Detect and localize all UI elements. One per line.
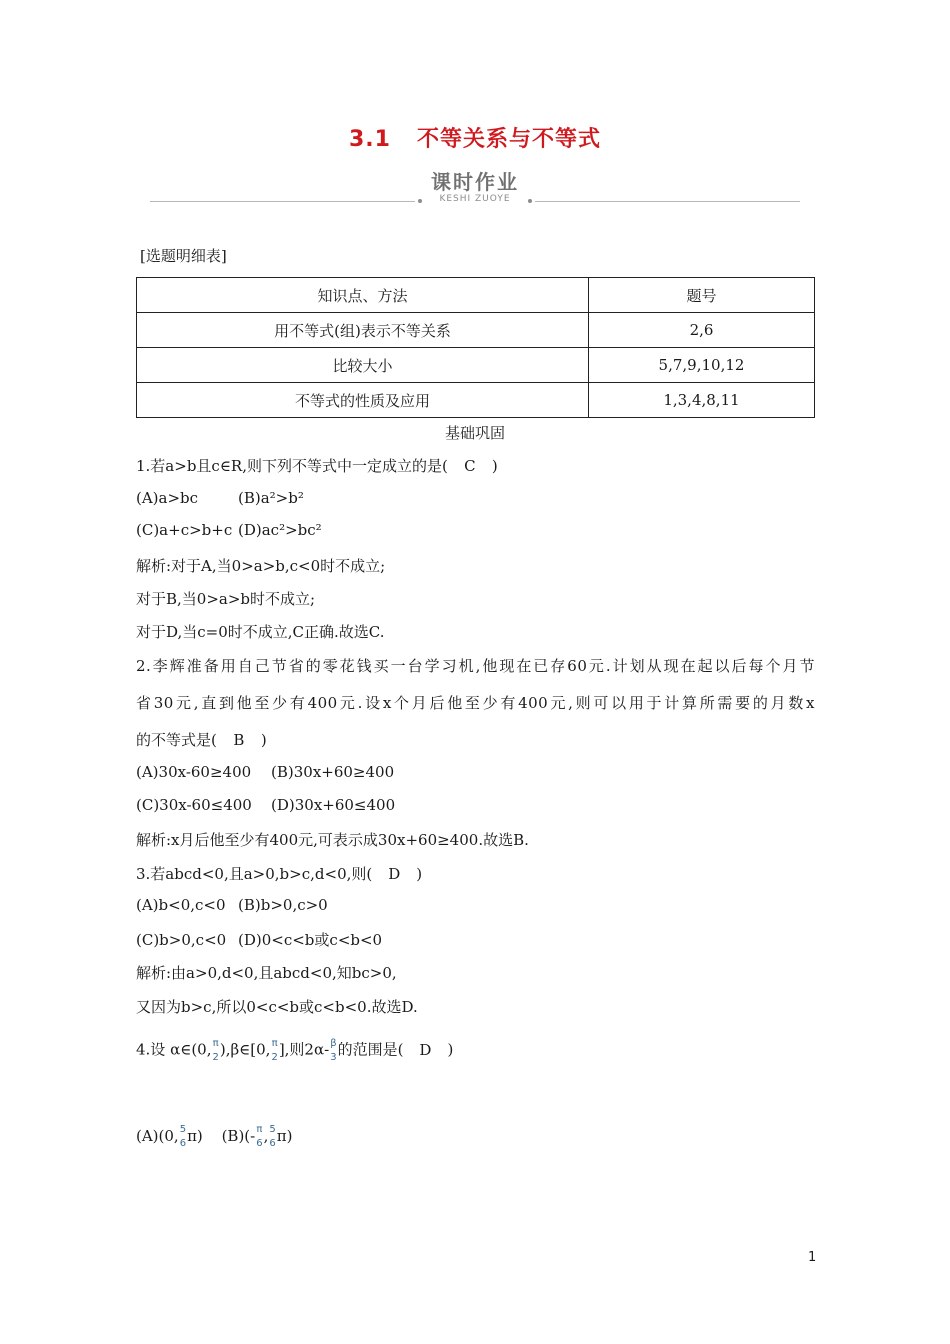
q1-analysis-2: 对于B,当0>a>b时不成立; [136,590,316,608]
q3-options-ab [136,896,328,914]
q1-option-d: (D)ac²>bc² [238,521,322,539]
q3-stem: 3.若abcd<0,且a>0,b>c,d<0,则( D ) [136,865,423,883]
q3-option-d: (D)0<c<b或c<b<0 [238,931,383,949]
table-cell: 1,3,4,8,11 [589,383,815,418]
q2-option-d: (D)30x+60≤400 [271,796,396,814]
q2-option-b: (B)30x+60≥400 [271,763,395,781]
title-text: 不等关系与不等式 [416,127,601,152]
q1-answer: C [464,457,476,475]
q2-answer: B [233,731,245,749]
topic-table [136,277,815,418]
q1-option-b: (B)a²>b² [238,489,304,507]
section-number: 3.1 [349,127,391,152]
q3-options-cd [136,929,382,950]
table-caption: [选题明细表] [140,247,227,265]
q2-option-c: (C)30x-60≤400 [136,796,252,814]
subtitle-rule [150,193,800,209]
q2-stem-2: 省30元,直到他至少有400元.设x个月后他至少有400元,则可以用于计算所需要的月数x [136,694,815,712]
page-number: 1 [808,1250,817,1265]
q3-analysis-2: 又因为b>c,所以0<c<b或c<b<0.故选D. [136,998,418,1016]
fraction: β 3 [330,1038,337,1063]
q1-options-cd [136,521,322,539]
q2-analysis: 解析:x月后他至少有400元,可表示成30x+60≥400.故选B. [136,831,529,849]
table-cell: 用不等式(组)表示不等关系 [137,313,589,348]
table-cell: 比较大小 [137,348,589,383]
q1-options-ab [136,489,304,507]
q3-option-c: (C)b>0,c<0 [136,931,227,949]
table-header: 题号 [589,278,815,313]
q2-options-ab [136,763,394,781]
section-label: 基础巩固 [444,424,505,442]
table-row [137,348,815,383]
table-row [137,313,815,348]
q4-stem: 4.设 α∈(0, π 2 ),β∈[0, π 2 ],则2α- β 3 的范围是( D ) [136,1038,454,1063]
q4-answer: D [419,1040,432,1059]
q4-options-ab [136,1124,292,1149]
q3-option-a: (A)b<0,c<0 [136,896,226,914]
q1-analysis-3: 对于D,当c=0时不成立,C正确.故选C. [136,623,385,641]
q3-analysis-1: 解析:由a>0,d<0,且abcd<0,知bc>0, [136,964,397,982]
subtitle: 课时作业 [431,170,519,194]
q1-option-c: (C)a+c>b+c [136,521,233,539]
q4-option-a: (A)(0, 5 6 π) [136,1124,203,1149]
q1-analysis-1: 解析:对于A,当0>a>b,c<0时不成立; [136,557,386,575]
fraction: 5 6 [179,1124,187,1149]
fraction: π 2 [212,1038,219,1063]
q3-option-b: (B)b>0,c>0 [238,896,328,914]
fraction: π 6 [256,1124,263,1149]
q2-options-cd [136,796,395,814]
q2-stem-3: 的不等式是( B ) [136,731,267,749]
q4-option-b: (B)(- π 6 , 5 6 π) [221,1124,293,1149]
table-cell: 5,7,9,10,12 [589,348,815,383]
subtitle-pinyin: KESHI ZUOYE [439,194,511,204]
table-header-row [137,278,815,313]
table-cell: 不等式的性质及应用 [137,383,589,418]
q1-stem: 1.若a>b且c∈R,则下列不等式中一定成立的是( C ) [136,457,498,475]
page-title [0,122,950,153]
fraction: 5 6 [269,1124,276,1149]
table-cell: 2,6 [589,313,815,348]
table-header: 知识点、方法 [137,278,589,313]
fraction: π 2 [271,1038,278,1063]
q1-option-a: (A)a>bc [136,489,199,507]
table-row [137,383,815,418]
q2-stem-1: 2.李辉准备用自己节省的零花钱买一台学习机,他现在已存60元.计划从现在起以后每个月节 [136,657,815,675]
q3-answer: D [388,865,401,883]
q2-option-a: (A)30x-60≥400 [136,763,252,781]
